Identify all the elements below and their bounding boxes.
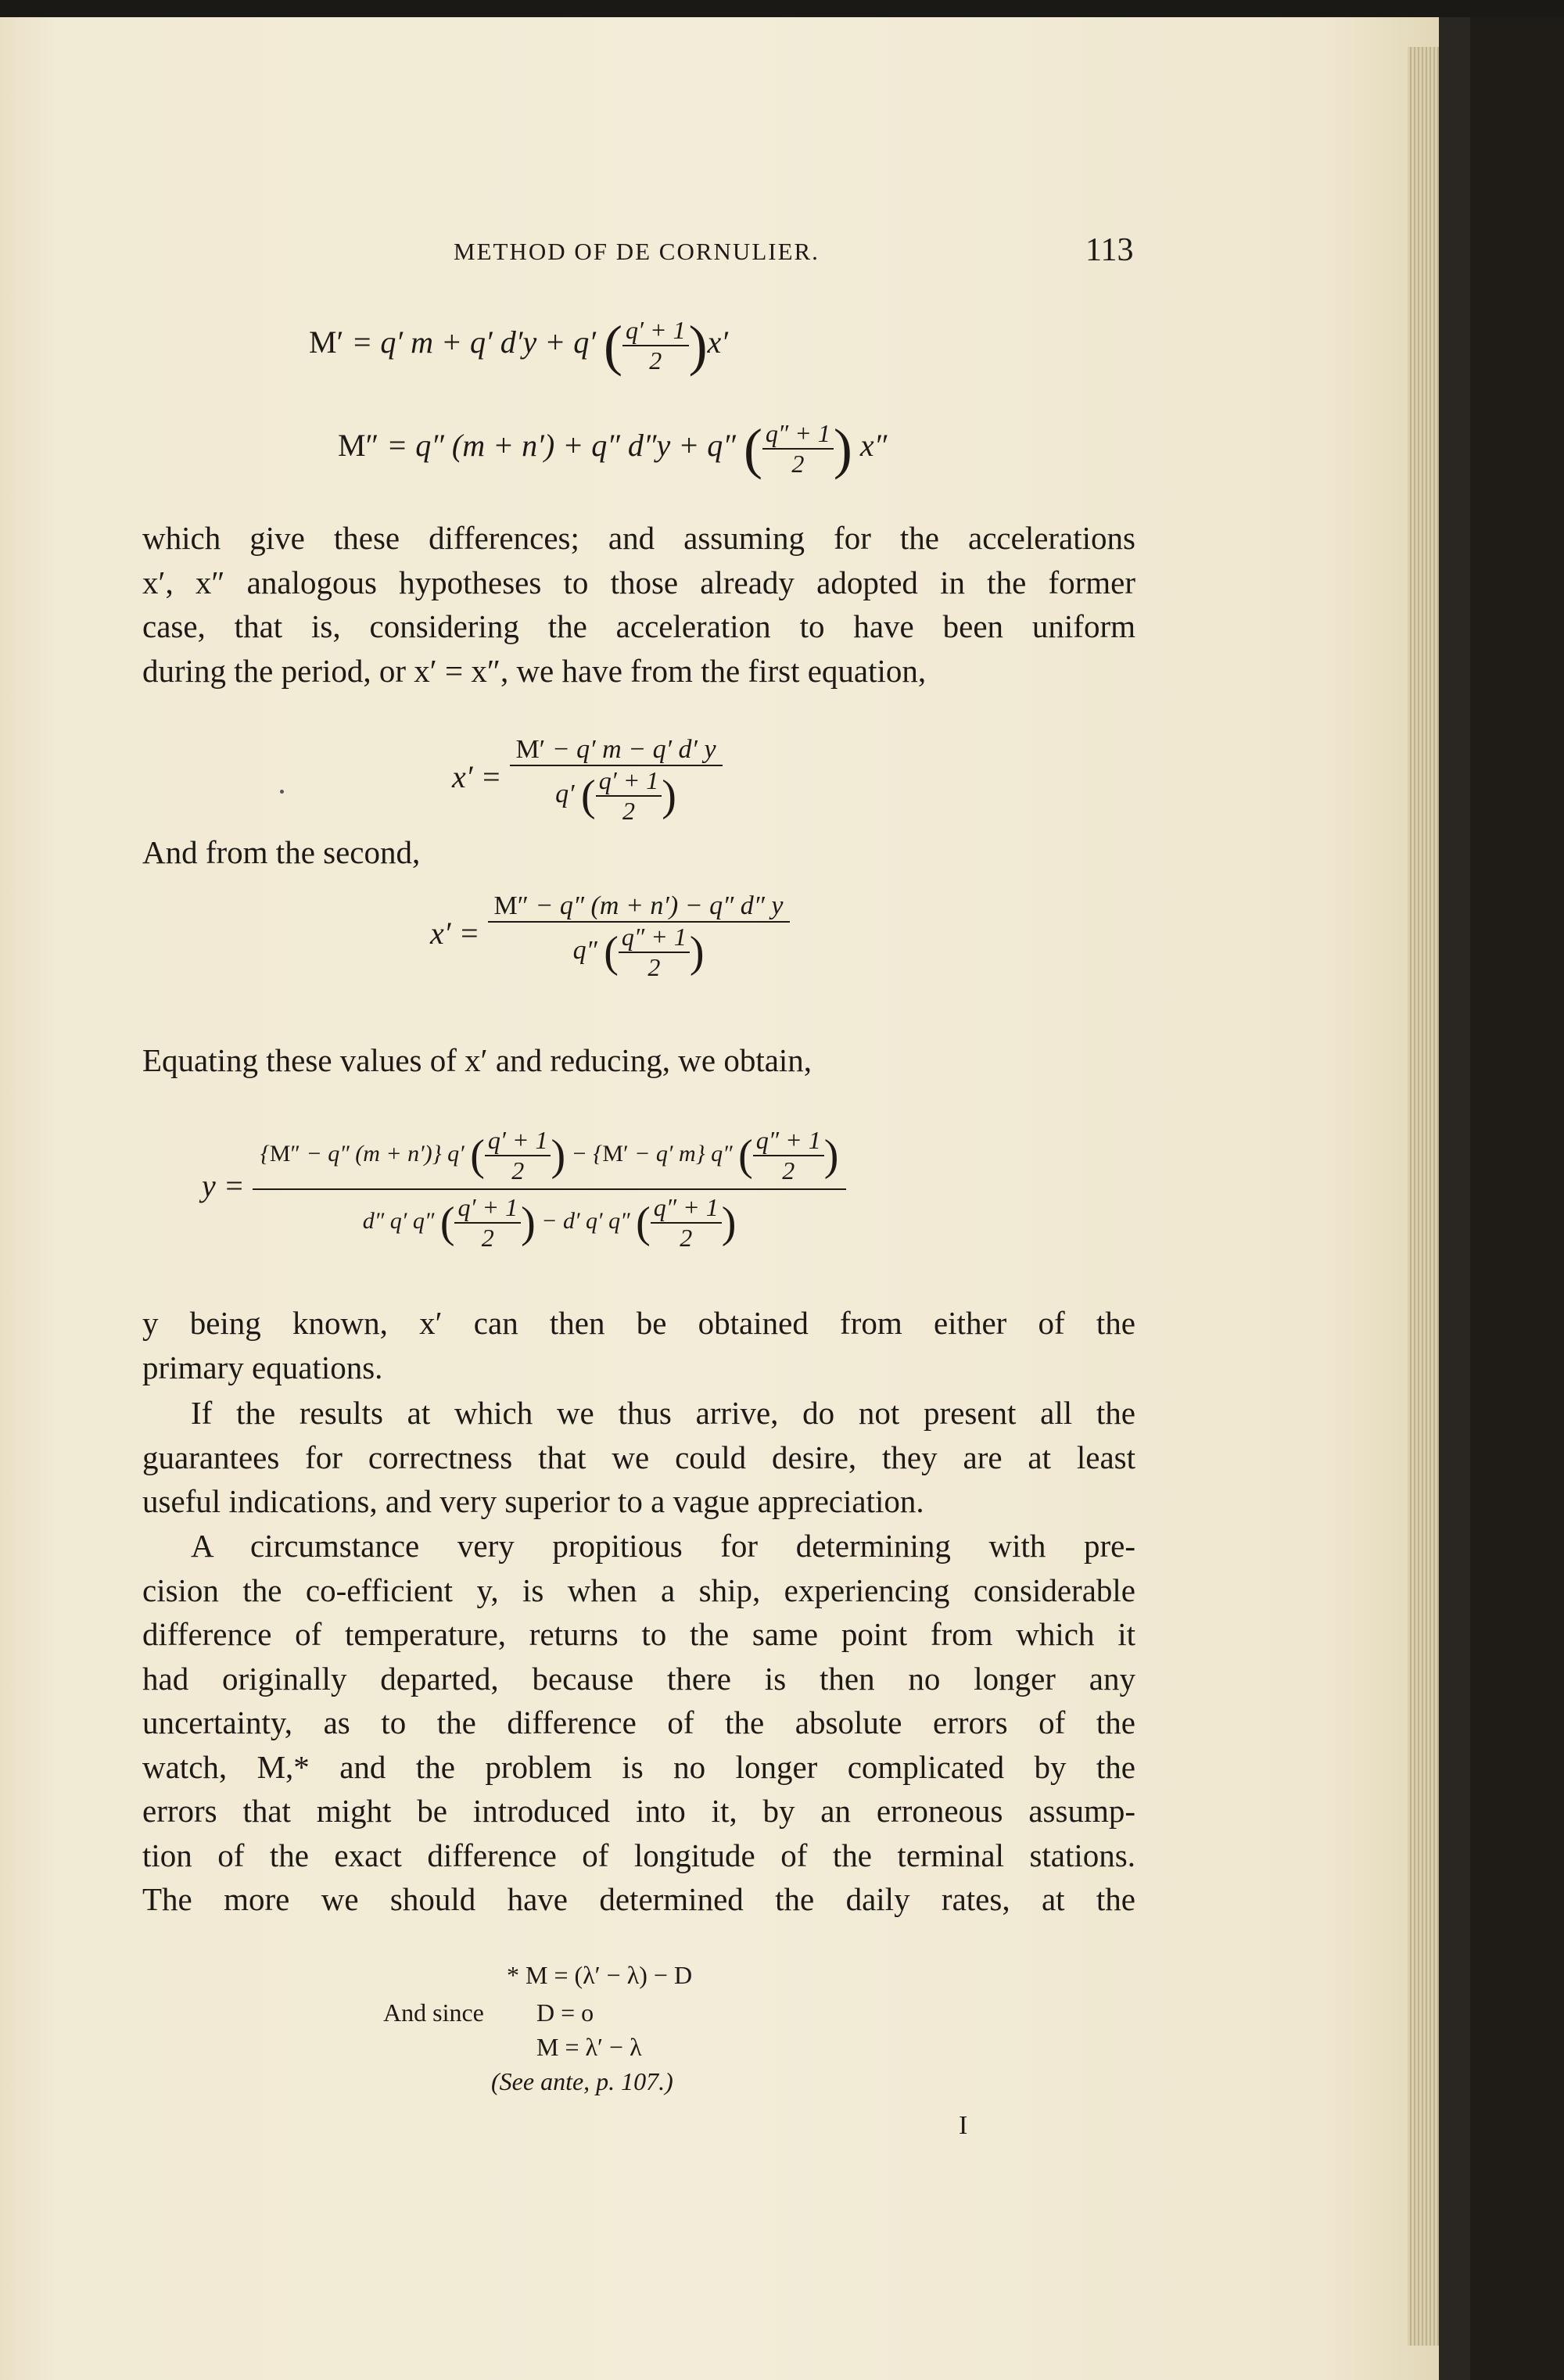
text-line: during the period, or x′ = x″, we have from the first equation, [142,652,927,689]
page-number: 113 [1085,232,1134,268]
text-line: guarantees for correctness that we could desire, they are at least [142,1439,1135,1475]
text-line: had originally departed, because there is then no longer any [142,1660,1135,1697]
equation-1: M′ = q′ m + q′ d′y + q′ ( $\frac{q' + 1}{2}$ )x′ [309,314,729,377]
text-line: If the results at which we thus arrive, do not present all the [191,1395,1135,1431]
paragraph-5 [142,1391,1135,1524]
page-edges [1408,47,1439,2346]
text-line: y being known, x′ can then be obtained from either of the [142,1305,1135,1341]
paragraph-2 [142,830,1135,875]
text-line: The more we should have determined the daily rates, at the [142,1881,1135,1917]
text-line: useful indications, and very superior to a vague appreciation. [142,1483,924,1519]
text-line: watch, M,* and the problem is no longer complicated by the [142,1748,1135,1785]
footnote-line-4: (See ante, p. 107.) [491,2067,673,2095]
text-line: x′, x″ analogous hypotheses to those already adopted in the former [142,564,1135,600]
paragraph-3 [142,1038,1135,1083]
text-line: A circumstance very propitious for determining with pre- [191,1528,1135,1564]
equation-5: y = {M″ − q″ (m + n′)} q′ ( $\frac{q' + 1}{2}$ ) − {M′ − q′ m} q″ ( $\frac{q'' + 1}{2}$ ) d″ q′ q″ ( $\frac{q' + 1}{2}$ ) − d′ q′ q″ ( $\frac{q'' + 1}{2}$ ) [202,1126,846,1253]
equation-4: x′ = M″ − q″ (m + n′) − q″ d″ y q″ ( $\frac{q'' + 1}{2}$ ) [430,891,790,982]
footnote-line-1: * M = (λ′ − λ) − D [507,1961,693,1989]
scan-top-band [0,0,1564,17]
running-title: METHOD OF DE CORNULIER. [454,238,820,265]
text-line: And from the second, [142,834,421,870]
text-line: cision the co-efficient y, is when a ship, experiencing considerable [142,1572,1135,1608]
paragraph-4 [142,1301,1135,1389]
text-line: tion of the exact difference of longitude of the terminal stations. [142,1837,1135,1873]
signature-mark: I [959,2111,968,2140]
ink-speck [280,790,284,794]
text-line: uncertainty, as to the difference of the absolute errors of the [142,1704,1135,1740]
equation-2: M″ = q″ (m + n′) + q″ d″y + q″ ( $\frac{q'' + 1}{2}$ ) x″ [338,418,888,480]
equation-3: x′ = M′ − q′ m − q′ d′ y q′ ( $\frac{q' + 1}{2}$ ) [452,735,723,826]
text-line: errors that might be introduced into it, by an erroneous assump- [142,1793,1135,1829]
page-header [0,231,1439,271]
text-line: Equating these values of x′ and reducing, we obtain, [142,1042,812,1078]
book-cover [1470,0,1564,2380]
footnote-line-3: M = λ′ − λ [536,2033,642,2061]
text-line: primary equations. [142,1349,383,1385]
text-line: which give these differences; and assuming for the accelerations [142,520,1135,556]
paragraph-1 [142,516,1135,693]
text-line: case, that is, considering the acceleration to have been uniform [142,608,1135,644]
footnote-label: And since [383,1998,484,2027]
text-line: difference of temperature, returns to the same point from which it [142,1616,1135,1652]
footnote-line-2: D = o [536,1998,594,2027]
paragraph-6 [142,1524,1135,1922]
